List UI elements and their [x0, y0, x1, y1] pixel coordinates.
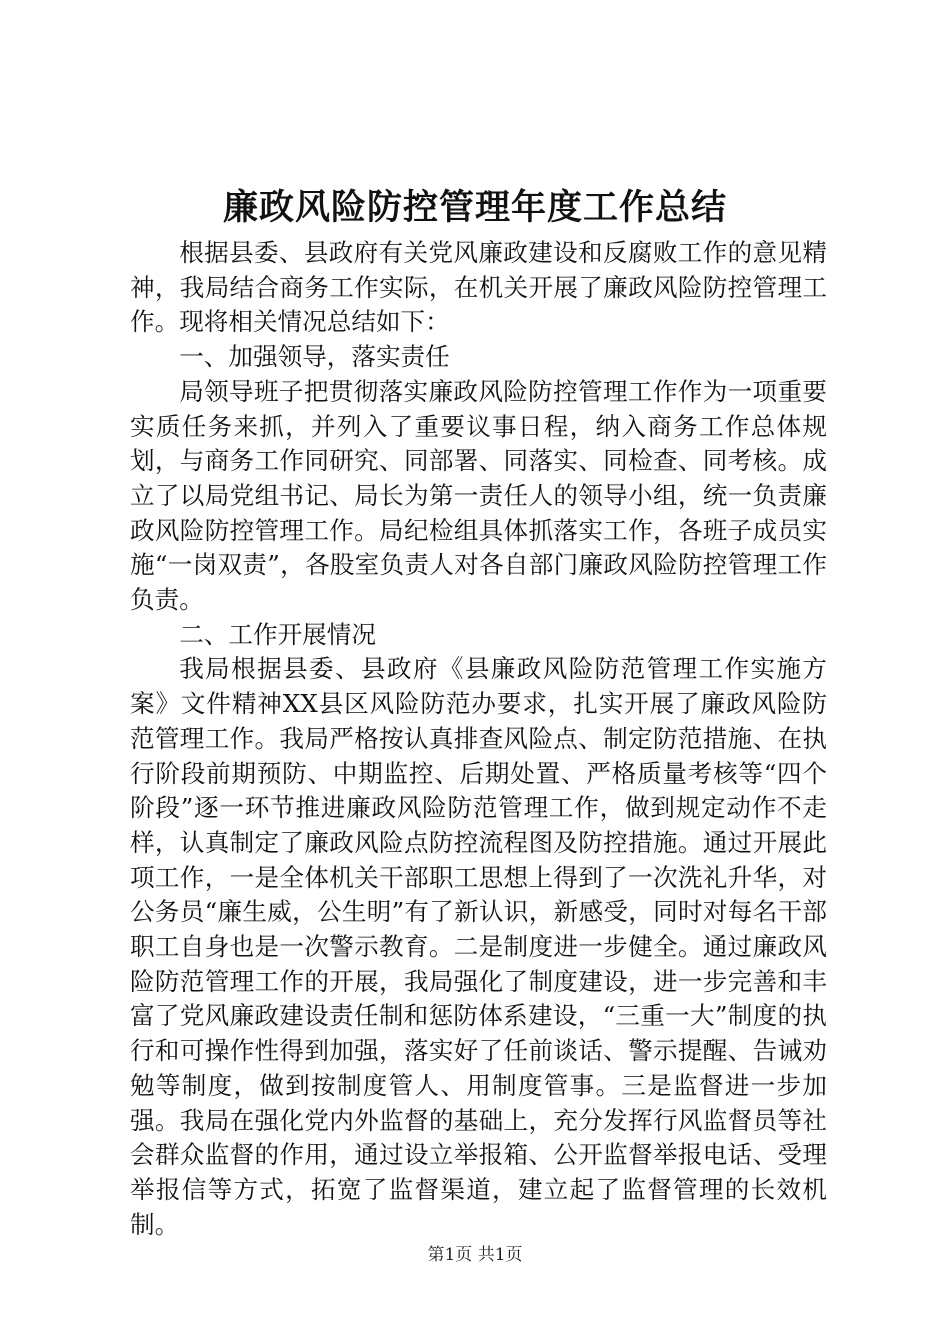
section-1-paragraph: 局领导班子把贯彻落实廉政风险防控管理工作作为一项重要实质任务来抓，并列入了重要议事日程，纳入商务工作总体规划，与商务工作同研究、同部署、同落实、同检查、同考核。成立了以局党组书记、局长为第一责任人的领导小组，统一负责廉政风险防控管理工作。局纪检组具体抓落实工作，各班子成员实施“一岗双责”，各股室负责人对各自部门廉政风险防控管理工作负责。 — [130, 376, 827, 615]
section-2-heading: 二、工作开展情况 — [179, 619, 376, 649]
section-2-paragraph: 我局根据县委、县政府《县廉政风险防范管理工作实施方案》文件精神XX县区风险防范办要求，扎实开展了廉政风险防范管理工作。我局严格按认真排查风险点、制定防范措施、在执行阶段前期预防、中期监控、后期处置、严格质量考核等“四个阶段”逐一环节推进廉政风险防范管理工作，做到规定动作不走样，认真制定了廉政风险点防控流程图及防控措施。通过开展此项工作，一是全体机关干部职工思想上得到了一次洗礼升华，对公务员“廉生威，公生明”有了新认识，新感受，同时对每名干部职工自身也是一次警示教育。二是制度进一步健全。通过廉政风险防范管理工作的开展，我局强化了制度建设，进一步完善和丰富了党风廉政建设责任制和惩防体系建设，“三重一大”制度的执行和可操作性得到加强，落实好了任前谈话、警示提醒、告诫劝勉等制度，做到按制度管人、用制度管事。三是监督进一步加强。我局在强化党内外监督的基础上，充分发挥行风监督员等社会群众监督的作用，通过设立举报箱、公开监督举报电话、受理举报信等方式，拓宽了监督渠道，建立起了监督管理的长效机制。 — [130, 654, 827, 1239]
intro-paragraph: 根据县委、县政府有关党风廉政建设和反腐败工作的意见精神，我局结合商务工作实际，在机关开展了廉政风险防控管理工作。现将相关情况总结如下： — [130, 238, 827, 337]
section-1-heading: 一、加强领导，落实责任 — [179, 342, 450, 372]
document-body — [130, 236, 827, 1242]
document-title: 廉政风险防控管理年度工作总结 — [222, 187, 727, 228]
page-footer: 第1页 共1页 — [427, 1245, 523, 1265]
